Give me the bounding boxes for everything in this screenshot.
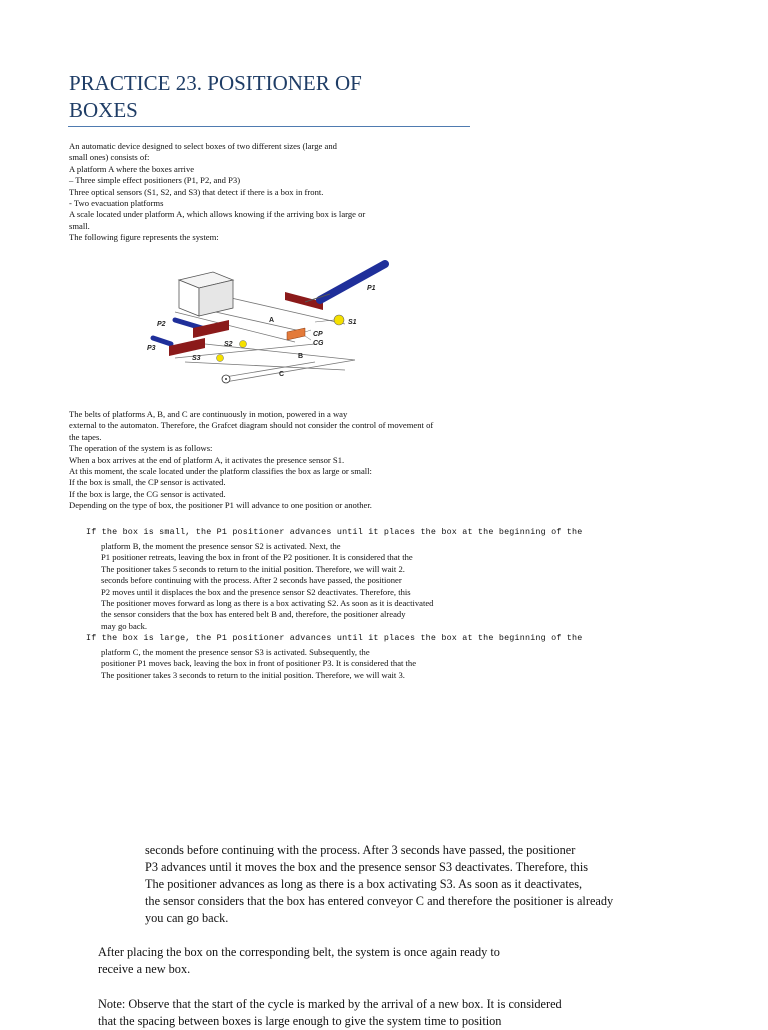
- operation-line: If the box is small, the CP sensor is activated.: [69, 477, 226, 488]
- intro-line: A scale located under platform A, which allows knowing if the arriving box is large or: [69, 209, 366, 220]
- label-c: C: [279, 371, 285, 378]
- continuation-line: seconds before continuing with the process. After 3 seconds have passed, the positioner: [145, 843, 576, 857]
- intro-line: small.: [69, 220, 90, 231]
- continuation-line: you can go back.: [145, 911, 229, 925]
- bullet-small-box-head: If the box is small, the P1 positioner advances until it places the box at the beginning of the: [86, 527, 583, 537]
- bullet-line: may go back.: [101, 620, 148, 631]
- bullet-line: The positioner takes 3 seconds to return to the initial position. Therefore, we will wait 3.: [101, 669, 405, 680]
- note-line: that the spacing between boxes is large enough to give the system time to position: [98, 1014, 502, 1028]
- ready-paragraph: [98, 944, 618, 978]
- sensor-s3: [217, 355, 224, 362]
- sensor-s1: [334, 315, 344, 325]
- bullet-line: P1 positioner retreats, leaving the box in front of the P2 positioner. It is considered that the: [101, 552, 413, 563]
- title-line-1: PRACTICE 23. POSITIONER OF: [69, 71, 362, 95]
- system-figure: [145, 252, 395, 392]
- ready-line: After placing the box on the corresponding belt, the system is once again ready to: [98, 945, 500, 959]
- note-line: Note: Observe that the start of the cycle is marked by the arrival of a new box. It is considered: [98, 997, 562, 1011]
- bullet-line: The positioner takes 5 seconds to return to the initial position. Therefore, we will wait 2.: [101, 563, 405, 574]
- note-paragraph: [98, 996, 638, 1030]
- intro-line: The following figure represents the system:: [69, 232, 219, 243]
- bullet-line: The positioner moves forward as long as there is a box activating S2. As soon as it is deactivated: [101, 598, 434, 609]
- intro-line: Three optical sensors (S1, S2, and S3) that detect if there is a box in front.: [69, 186, 324, 197]
- positioner-p2: [175, 320, 229, 338]
- operation-line: external to the automaton. Therefore, the Grafcet diagram should not consider the control of movement of: [69, 420, 434, 431]
- continuation-paragraph: [145, 842, 685, 927]
- label-p1: P1: [367, 285, 376, 292]
- belts-bc: [175, 344, 355, 382]
- label-cp: CP: [313, 331, 323, 338]
- intro-line: An automatic device designed to select boxes of two different sizes (large and: [69, 141, 337, 151]
- operation-line: When a box arrives at the end of platform A, it activates the presence sensor S1.: [69, 454, 345, 465]
- page-title: [69, 70, 469, 124]
- box-shape: [179, 272, 233, 316]
- bullet-line: positioner P1 moves back, leaving the box in front of positioner P3. It is considered that the: [101, 658, 417, 669]
- label-p2: P2: [157, 321, 166, 328]
- operation-line: If the box is large, the CG sensor is activated.: [69, 488, 226, 499]
- operation-line: The operation of the system is as follows:: [69, 443, 213, 454]
- bullet-line: platform B, the moment the presence sensor S2 is activated. Next, the: [101, 541, 341, 551]
- bullet-large-box-body: [101, 647, 471, 681]
- bullet-large-box-head: If the box is large, the P1 positioner advances until it places the box at the beginning of the: [86, 633, 583, 643]
- title-line-2: BOXES: [69, 98, 138, 122]
- positioner-p3: [153, 338, 205, 356]
- intro-paragraph: [69, 141, 419, 244]
- label-p3: P3: [147, 345, 156, 352]
- operation-paragraph: [69, 409, 469, 512]
- continuation-line: P3 advances until it moves the box and the presence sensor S3 deactivates. Therefore, this: [145, 860, 589, 874]
- label-s3: S3: [192, 355, 201, 362]
- operation-line: The belts of platforms A, B, and C are continuously in motion, powered in a way: [69, 409, 348, 419]
- bullet-line: platform C, the moment the presence sensor S3 is activated. Subsequently, the: [101, 647, 370, 657]
- label-a: A: [269, 317, 275, 324]
- scale-sensor: [287, 328, 305, 340]
- intro-line: – Three simple effect positioners (P1, P2, and P3): [69, 175, 241, 186]
- label-cg: CG: [313, 340, 324, 347]
- operation-line: At this moment, the scale located under the platform classifies the box as large or small:: [69, 466, 372, 477]
- bullet-line: P2 moves until it displaces the box and the presence sensor S2 deactivates. Therefore, this: [101, 586, 411, 597]
- intro-line: A platform A where the boxes arrive: [69, 163, 195, 174]
- continuation-line: The positioner advances as long as there is a box activating S3. As soon as it deactivates,: [145, 877, 583, 891]
- label-b: B: [298, 353, 304, 360]
- operation-line: the tapes.: [69, 431, 102, 442]
- sensor-s2: [240, 341, 247, 348]
- label-s1: S1: [348, 319, 357, 326]
- title-underline: [68, 126, 470, 127]
- intro-line: - Two evacuation platforms: [69, 198, 164, 209]
- bullet-small-box-body: [101, 541, 471, 632]
- bullet-line: seconds before continuing with the process. After 2 seconds have passed, the positioner: [101, 575, 402, 586]
- operation-line: Depending on the type of box, the positioner P1 will advance to one position or another.: [69, 500, 372, 511]
- ready-line: receive a new box.: [98, 962, 191, 976]
- intro-line: small ones) consists of:: [69, 152, 150, 163]
- label-s2: S2: [224, 341, 233, 348]
- bullet-line: the sensor considers that the box has entered belt B and, therefore, the positioner already: [101, 609, 406, 620]
- continuation-line: the sensor considers that the box has entered conveyor C and therefore the positioner is already: [145, 894, 614, 908]
